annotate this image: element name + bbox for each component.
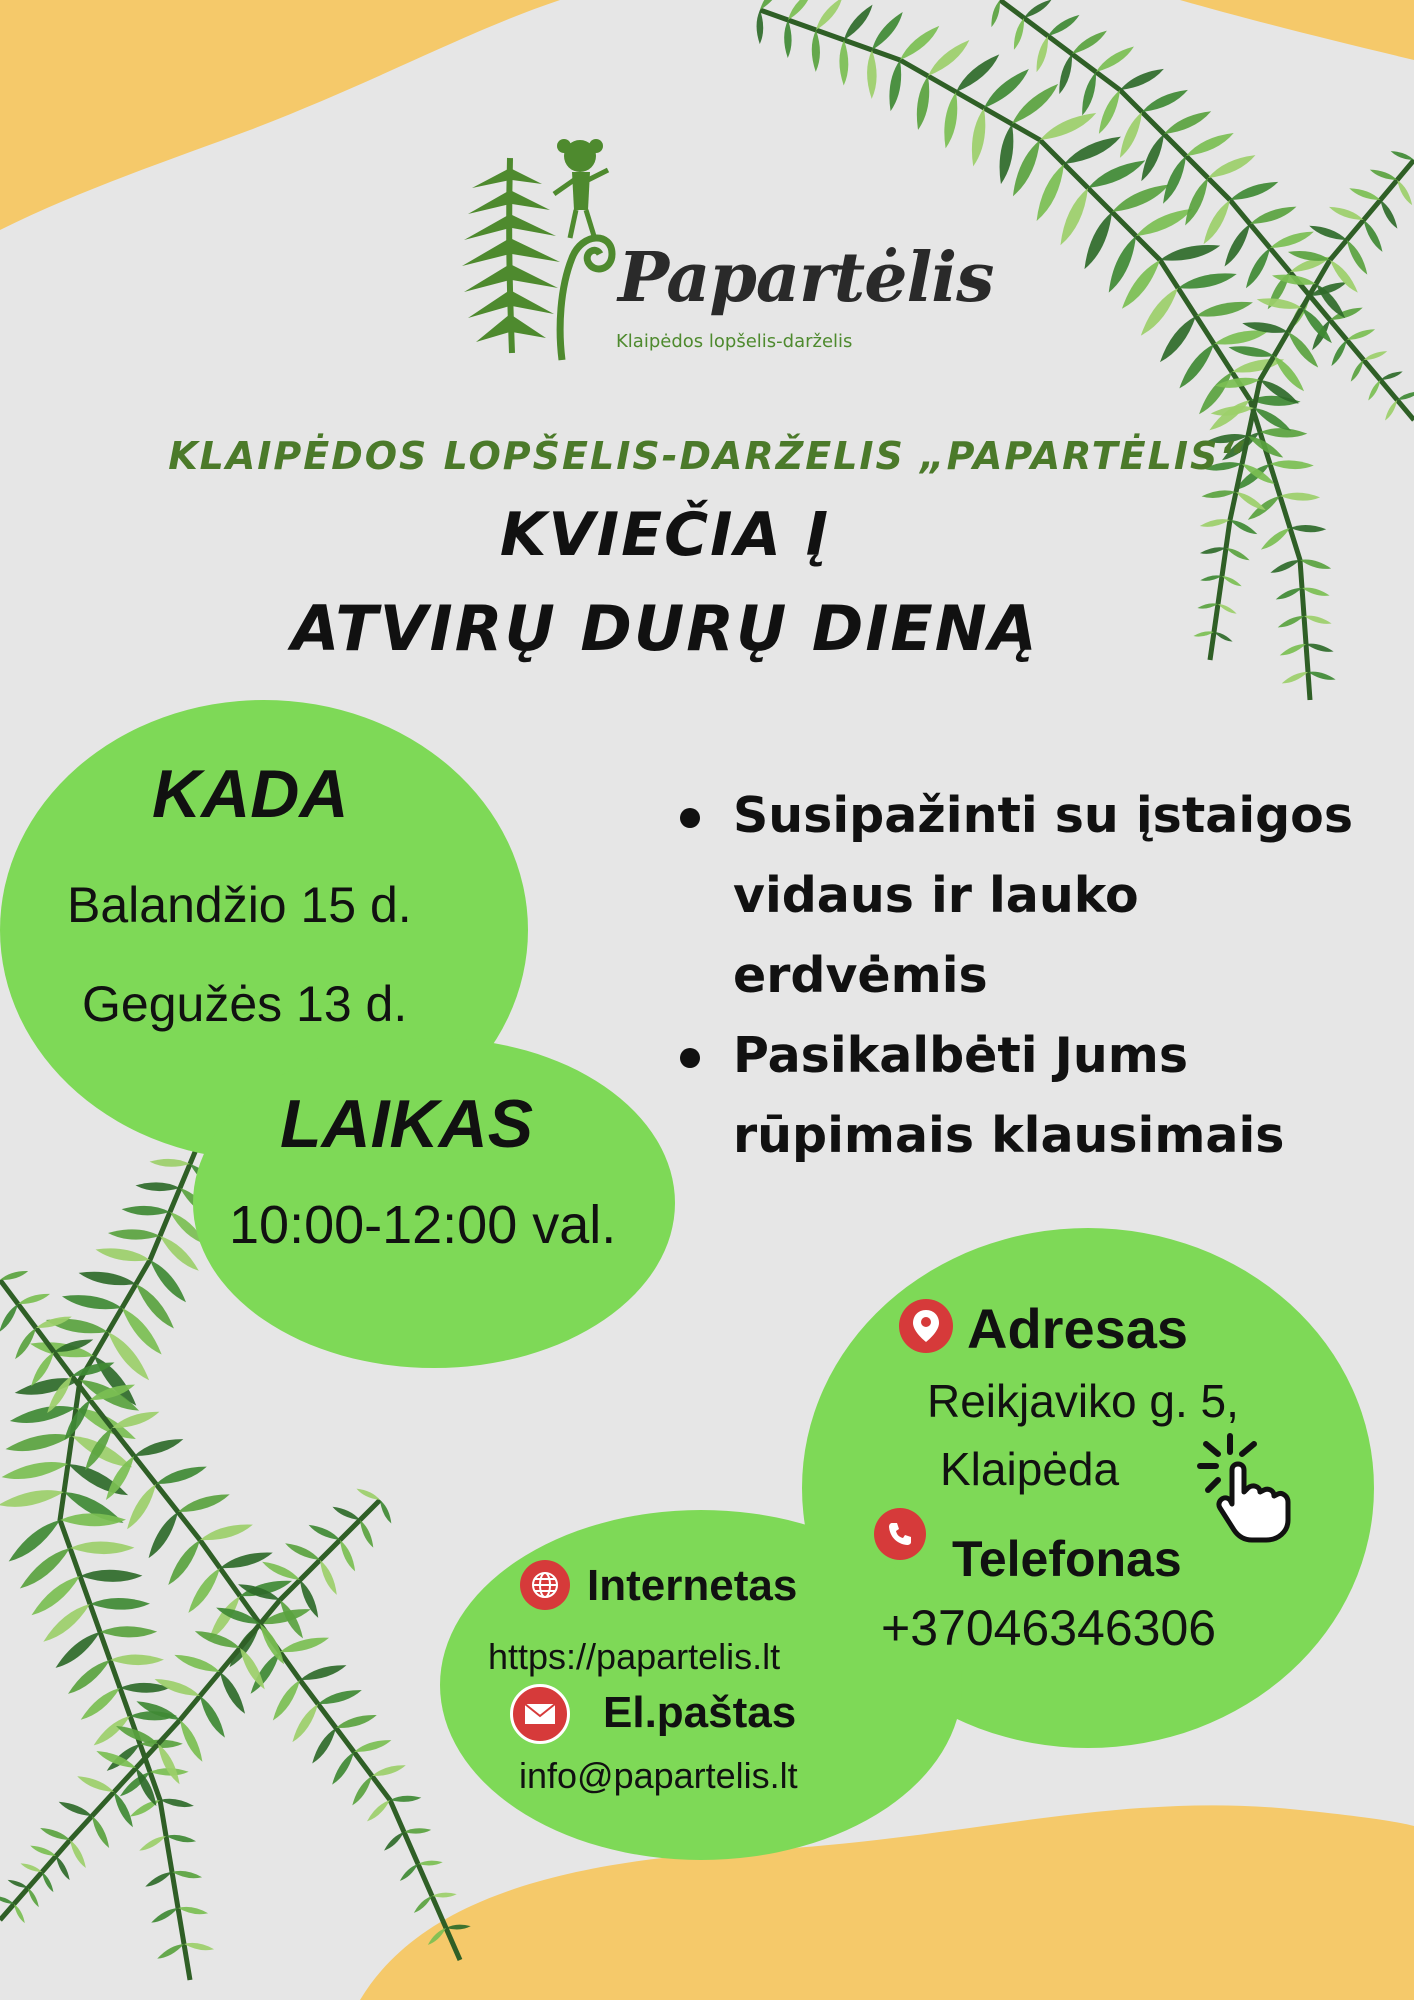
web-value: https://papartelis.lt <box>488 1636 781 1677</box>
phone-title: Telefonas <box>952 1531 1182 1587</box>
when-date-2: Gegužės 13 d. <box>82 976 408 1032</box>
address-line2: Klaipėda <box>940 1443 1120 1495</box>
when-date-1: Balandžio 15 d. <box>67 877 412 933</box>
logo-subtitle: Klaipėdos lopšelis-darželis <box>616 331 853 352</box>
location-pin-icon <box>899 1299 953 1353</box>
globe-icon <box>520 1560 570 1610</box>
list-item: Susipažinti su įstaigos vidaus ir lauko erdvėmis <box>672 776 1372 1016</box>
activity-list <box>672 776 1372 1176</box>
time-title: LAIKAS <box>280 1086 534 1162</box>
when-title: KADA <box>152 756 349 832</box>
web-title: Internetas <box>587 1561 798 1610</box>
phone-value: +37046346306 <box>881 1600 1217 1656</box>
time-value: 10:00-12:00 val. <box>229 1195 617 1255</box>
fern-child-logo-icon <box>462 128 622 364</box>
envelope-icon <box>510 1684 570 1744</box>
email-value: info@papartelis.lt <box>519 1755 798 1796</box>
address-title: Adresas <box>967 1297 1189 1360</box>
org-name-heading: KLAIPĖDOS LOPŠELIS-DARŽELIS „PAPARTĖLIS“ <box>168 434 1246 478</box>
phone-icon <box>874 1508 926 1560</box>
list-item: Pasikalbėti Jums rūpimais klausimais <box>672 1016 1372 1176</box>
invite-heading-line2: ATVIRŲ DURŲ DIENĄ <box>291 592 1039 665</box>
invite-heading-line1: KVIEČIA Į <box>499 500 831 570</box>
logo-name: Papartėlis <box>618 238 994 318</box>
pointer-click-icon <box>1190 1432 1300 1544</box>
email-title: El.paštas <box>603 1688 797 1737</box>
address-line1: Reikjaviko g. 5, <box>927 1375 1239 1427</box>
